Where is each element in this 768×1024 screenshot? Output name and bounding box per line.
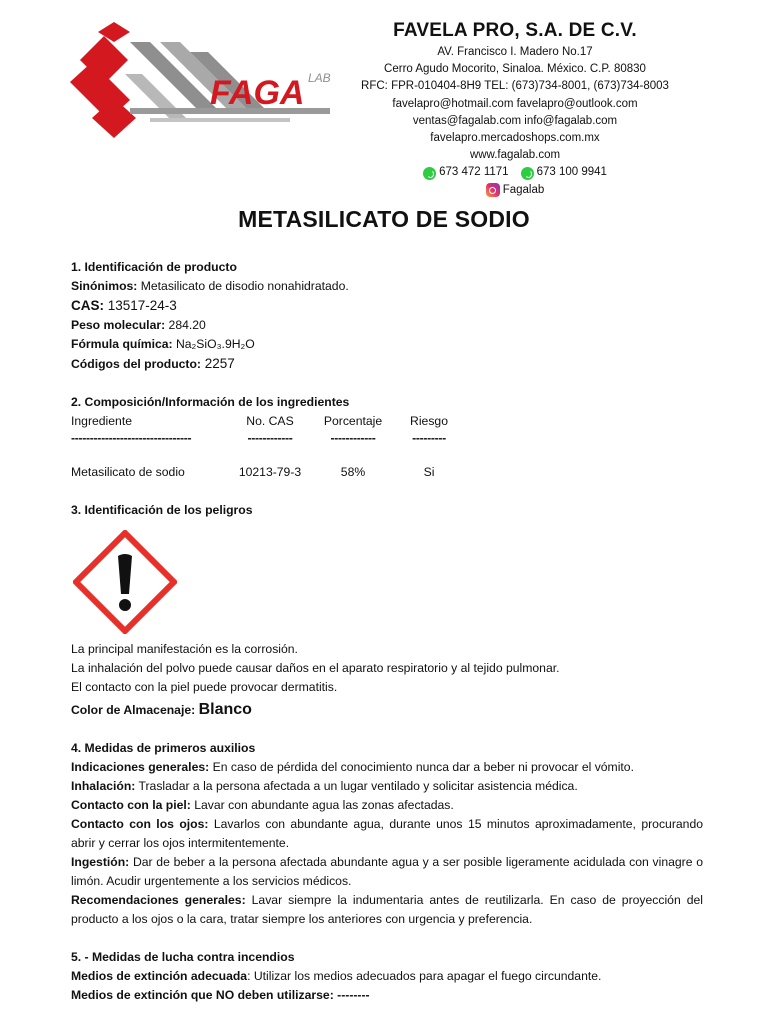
whatsapp-icon (521, 167, 534, 180)
product-code-value: 2257 (201, 356, 235, 371)
ingestion-label: Ingestión: (71, 855, 130, 869)
general-indications (71, 758, 703, 777)
ingestion-value: Dar de beber a la persona afectada abundante agua y a ser posible ligeramente acidulada con vinagre o limón. Acudir urgentemente a los servicios médicos. (71, 855, 703, 888)
header-cas: No. CAS (246, 414, 294, 428)
hazard-line-2: La inhalación del polvo puede causar daños en el aparato respiratorio y al tejido pulmonar. (71, 661, 560, 675)
section-1-heading: 1. Identificación de producto (71, 260, 237, 274)
cell-cas: 10213-79-3 (238, 465, 302, 479)
phone-1-number: 673 472 1171 (439, 166, 509, 179)
general-indications-label: Indicaciones generales: (71, 760, 210, 774)
cas-value: 13517-24-3 (104, 298, 177, 313)
formula-value: Na₂SiO₃.9H₂O (172, 337, 255, 351)
storage-color-line (71, 700, 703, 720)
molecular-weight-line (71, 316, 703, 335)
section-5-heading: 5. - Medidas de lucha contra incendios (71, 950, 295, 964)
storage-color-label: Color de Almacenaje: (71, 703, 196, 717)
company-address-2: Cerro Agudo Mocorito, Sinaloa. México. C.P. 80830 (384, 63, 646, 76)
company-web: www.fagalab.com (469, 149, 561, 162)
company-emails-1: favelapro@hotmail.com favelapro@outlook.com (392, 97, 638, 110)
eye-contact-value: Lavarlos con abundante agua, durante unos 15 minutos aproximadamente, procurando abrir y cerrar los ojos intermitentemente. (71, 817, 704, 850)
whatsapp-icon (423, 167, 436, 180)
skin-contact (71, 796, 703, 815)
synonyms-value: Metasilicato de disodio nonahidratado. (137, 279, 349, 293)
cas-line (71, 296, 703, 316)
eye-contact (71, 815, 703, 853)
ingredients-table (71, 412, 459, 482)
divider-percentage: ------------ (330, 431, 376, 445)
divider-cas: ------------ (247, 431, 293, 445)
general-recommendations-value: Lavar siempre la indumentaria antes de reutilizarla. En caso de proyección del producto a los ojos o la cara, tratar siempre los anteriores con urgencia y preferencia. (71, 893, 703, 926)
synonyms-label: Sinónimos: (71, 279, 138, 293)
company-shop: favelapro.mercadoshops.com.mx (430, 132, 600, 145)
company-address-1: AV. Francisco I. Madero No.17 (437, 46, 593, 58)
instagram-row (345, 182, 685, 199)
suitable-extinction (71, 967, 703, 986)
table-row (71, 463, 459, 482)
skin-contact-value: Lavar con abundante agua las zonas afectadas. (190, 798, 454, 812)
instagram (486, 182, 545, 199)
phone-2 (521, 164, 607, 181)
unsuitable-extinction: Medios de extinción que NO deben utilizarse: -------- (71, 988, 370, 1002)
section-4-heading: 4. Medidas de primeros auxilios (71, 741, 256, 755)
instagram-handle: Fagalab (502, 183, 545, 196)
table-header-row (71, 412, 459, 431)
phone-1 (423, 164, 509, 181)
phone-2-number: 673 100 9941 (536, 166, 607, 179)
divider-ingredient: -------------------------------- (71, 431, 192, 445)
header-percentage: Porcentaje (323, 414, 383, 428)
product-code-label: Códigos del producto: (71, 357, 201, 371)
molecular-weight-label: Peso molecular: (71, 318, 166, 332)
inhalation (71, 777, 703, 796)
header-risk: Riesgo (410, 414, 448, 428)
document-title: METASILICATO DE SODIO (238, 206, 530, 232)
divider-risk: --------- (412, 431, 446, 445)
general-indications-value: En caso de pérdida del conocimiento nunca dar a beber ni provocar el vómito. (209, 760, 634, 774)
table-divider-row (71, 431, 459, 445)
general-recommendations-label: Recomendaciones generales: (71, 893, 246, 907)
company-rfc-tel: RFC: FPR-010404-8H9 TEL: (673)734-8001, (673)734-8003 (361, 80, 669, 93)
hazard-line-1: La principal manifestación es la corrosión. (71, 642, 298, 656)
ingestion (71, 853, 703, 891)
general-recommendations (71, 891, 703, 929)
instagram-icon (486, 183, 500, 197)
molecular-weight-value: 284.20 (165, 318, 206, 332)
exclamation-hazard-icon (73, 530, 177, 634)
suitable-extinction-label: Medios de extinción adecuada (71, 969, 248, 983)
header-ingredient: Ingrediente (71, 414, 132, 428)
suitable-extinction-value: : Utilizar los medios adecuados para apagar el fuego circundante. (247, 969, 602, 983)
cell-risk: Si (423, 465, 435, 479)
document-body (71, 258, 703, 1005)
skin-contact-label: Contacto con la piel: (71, 798, 191, 812)
cell-ingredient: Metasilicato de sodio (71, 465, 185, 479)
formula-label: Fórmula química: (71, 337, 173, 351)
product-code-line (71, 354, 703, 374)
section-2-heading: 2. Composición/Información de los ingredientes (71, 395, 350, 409)
fagalab-logo (70, 22, 340, 140)
hazard-line-3: El contacto con la piel puede provocar dermatitis. (71, 680, 338, 694)
eye-contact-label: Contacto con los ojos: (71, 817, 209, 831)
logo-superscript: LAB (308, 71, 331, 85)
synonyms-line (71, 277, 703, 296)
inhalation-label: Inhalación: (71, 779, 136, 793)
cell-percentage: 58% (340, 465, 366, 479)
phone-row (345, 164, 685, 181)
storage-color-value: Blanco (198, 701, 252, 718)
formula-line (71, 335, 703, 354)
company-name: FAVELA PRO, S.A. DE C.V. (393, 20, 637, 41)
company-header (345, 18, 685, 199)
inhalation-value: Trasladar a la persona afectada a un lugar ventilado y solicitar asistencia médica. (135, 779, 578, 793)
company-emails-2: ventas@fagalab.com info@fagalab.com (412, 114, 618, 127)
cas-label: CAS: (71, 298, 104, 313)
section-3-heading: 3. Identificación de los peligros (71, 503, 253, 517)
logo-text: FAGA (210, 74, 305, 112)
